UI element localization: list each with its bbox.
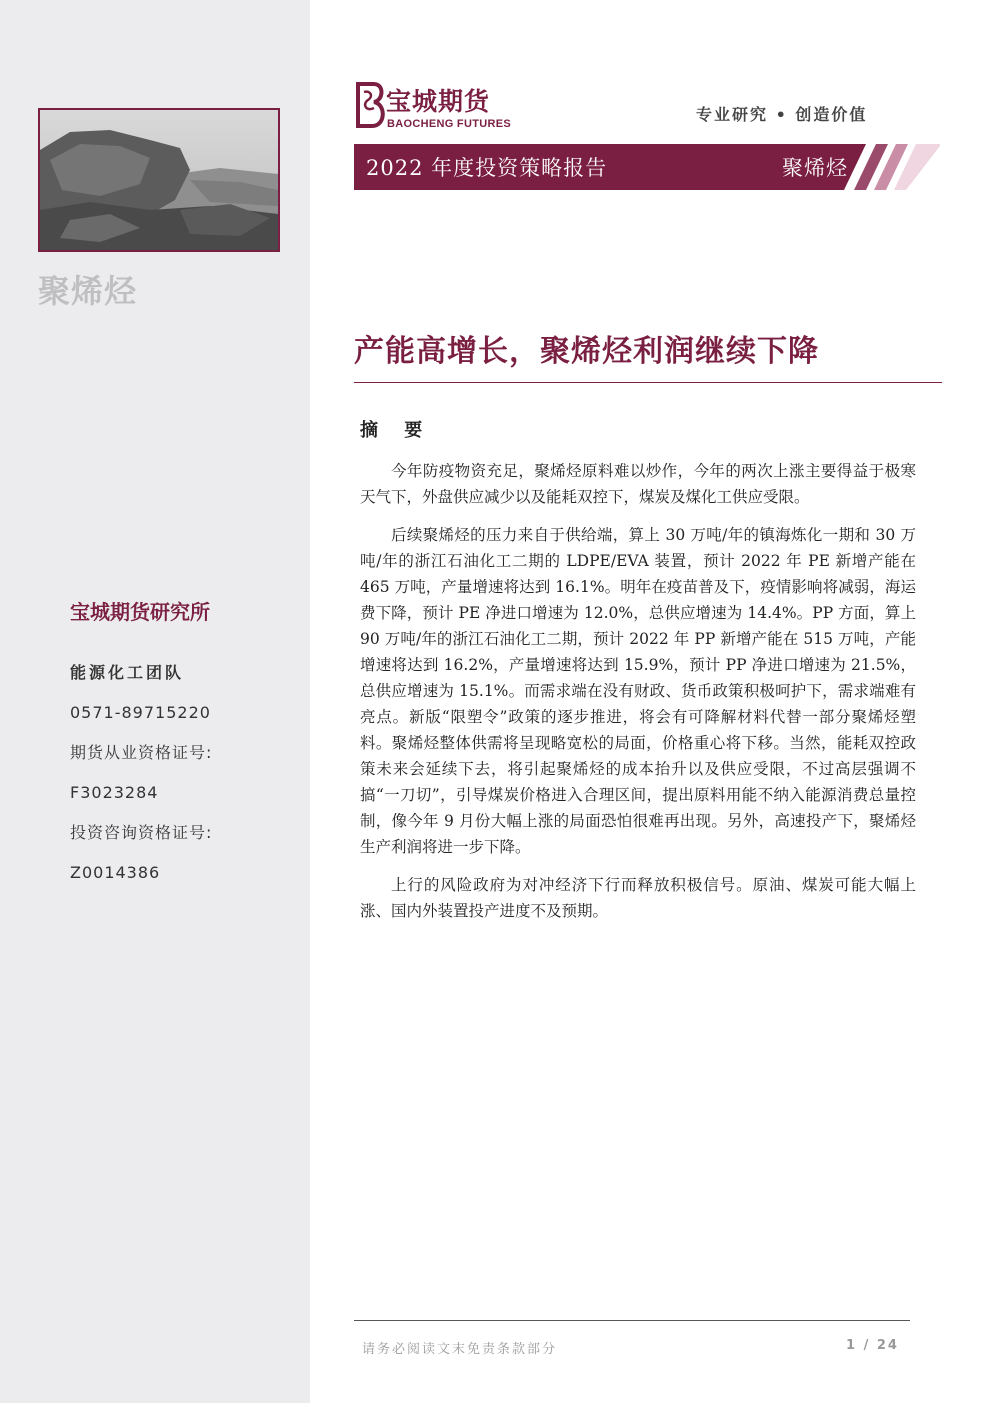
page-number: 1 / 24: [846, 1338, 899, 1353]
report-banner: [354, 144, 940, 190]
sidebar: [0, 0, 310, 1403]
abstract-paragraph: 后续聚烯烃的压力来自于供给端，算上 30 万吨/年的镇海炼化一期和 30 万吨/年的浙江石油化工二期的 LDPE/EVA 装置，预计 2022 年 PE 新增产能在 465 万吨，产量增速将达到 16.1%。明年在疫苗普及下，疫情影响将减弱，海运费下降，预计 PE 净进口增速为 12.0%，总供应增速为 14.4%。PP 方面，算上 90 万吨/年的浙江石油化工二期，预计 2022 年 PP 新增产能在 515 万吨，产能增速将达到 16.2%，产量增速将达到 15.9%，预计 PP 净进口增速为 21.5%，总供应增速为 15.1%。而需求端在没有财政、货币政策积极呵护下，需求端难有亮点。新版“限塑令”政策的逐步推进，将会有可降解材料代替一部分聚烯烃塑料。聚烯烃整体供需将呈现略宽松的局面，价格重心将下移。当然，能耗双控政策未来会延续下去，将引起聚烯烃的成本抬升以及供应受限，不过高层强调不搞“一刀切”，引导煤炭价格进入合理区间，提出原料用能不纳入能源消费总量控制，像今年 9 月份大幅上涨的局面恐怕很难再出现。另外，高速投产下，聚烯烃生产利润将进一步下降。: [360, 526, 916, 856]
abstract-heading: 摘 要: [360, 420, 433, 441]
headline: 产能高增长，聚烯烃利润继续下降: [354, 334, 819, 369]
brand-slogan: 专业研究 • 创造价值: [696, 105, 868, 124]
contact-info: [70, 660, 212, 900]
report-title: 2022 年度投资策略报告: [366, 156, 608, 180]
sidebar-product-title: 聚烯烃: [38, 272, 138, 310]
footer-disclaimer: 请务必阅读文末免责条款部分: [362, 1342, 558, 1357]
research-institute-name: 宝城期货研究所: [70, 600, 210, 624]
abstract-body: [360, 458, 916, 936]
phone-number: 0571-89715220: [70, 703, 211, 722]
cover-photo: [38, 108, 280, 252]
headline-divider: [354, 382, 942, 383]
futures-cert-label: 期货从业资格证号:: [70, 743, 213, 762]
abstract-paragraph: 上行的风险政府为对冲经济下行而释放积极信号。原油、煤炭可能大幅上涨、国内外装置投产进度不及预期。: [360, 876, 916, 920]
invest-cert-number: Z0014386: [70, 863, 161, 882]
report-product: 聚烯烃: [782, 156, 848, 180]
brand-name-cn: 宝城期货: [386, 87, 491, 116]
footer-divider: [354, 1320, 910, 1321]
abstract-paragraph: 今年防疫物资充足，聚烯烃原料难以炒作，今年的两次上涨主要得益于极寒天气下，外盘供应减少以及能耗双控下，煤炭及煤化工供应受限。: [360, 462, 916, 506]
invest-cert-label: 投资咨询资格证号:: [70, 823, 213, 842]
futures-cert-number: F3023284: [70, 783, 159, 802]
team-name: 能源化工团队: [70, 663, 185, 682]
brand-name-en: BAOCHENG FUTURES: [387, 118, 511, 130]
rocky-landscape-image: [40, 110, 278, 250]
